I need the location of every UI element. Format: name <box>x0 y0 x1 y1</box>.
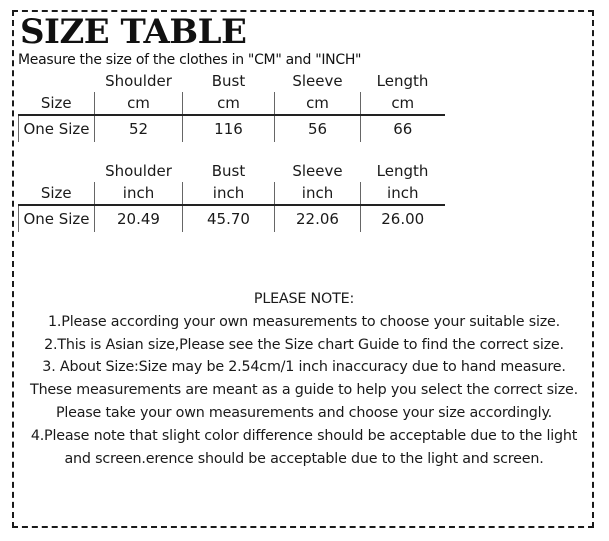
value-cell-size: One Size <box>19 115 95 142</box>
value-cell-shoulder: 20.49 <box>95 205 183 232</box>
page-title: SIZE TABLE <box>20 12 247 52</box>
unit-cell-length: cm <box>361 92 445 115</box>
measure-subtitle: Measure the size of the clothes in "CM" and "INCH" <box>18 52 362 68</box>
header-cell-bust: Bust <box>211 72 246 90</box>
please-note-section <box>14 288 594 470</box>
table-row <box>19 205 445 232</box>
value-cell-bust: 45.70 <box>183 205 275 232</box>
note-line: 2.This is Asian size,Please see the Size chart Guide to find the correct size. <box>44 336 564 353</box>
value-cell-bust: 116 <box>183 115 275 142</box>
header-cell-sleeve: Sleeve <box>292 72 343 90</box>
size-table-inch <box>18 160 445 232</box>
unit-cell-shoulder: inch <box>95 182 183 205</box>
value-cell-size: One Size <box>19 205 95 232</box>
header-cell-shoulder: Shoulder <box>105 72 172 90</box>
value-cell-sleeve: 56 <box>275 115 361 142</box>
note-line: 3. About Size:Size may be 2.54cm/1 inch inaccuracy due to hand measure. <box>42 359 566 376</box>
header-cell-shoulder: Shoulder <box>105 162 172 180</box>
header-row <box>19 70 445 92</box>
unit-cell-sleeve: inch <box>275 182 361 205</box>
value-cell-length: 26.00 <box>361 205 445 232</box>
unit-cell-size: Size <box>19 182 95 205</box>
unit-cell-bust: cm <box>183 92 275 115</box>
note-line: 1.Please according your own measurements to choose your suitable size. <box>48 313 560 330</box>
unit-cell-shoulder: cm <box>95 92 183 115</box>
value-cell-length: 66 <box>361 115 445 142</box>
note-line: 4.Please note that slight color difference should be acceptable due to the light <box>30 427 578 444</box>
header-cell-sleeve: Sleeve <box>292 162 343 180</box>
notes-heading: PLEASE NOTE: <box>253 291 355 307</box>
unit-cell-bust: inch <box>183 182 275 205</box>
header-cell-size <box>19 160 95 182</box>
header-cell-length: Length <box>376 162 429 180</box>
header-row <box>19 160 445 182</box>
header-cell-length: Length <box>376 72 429 90</box>
size-table-cm <box>18 70 445 142</box>
note-line: These measurements are meant as a guide to help you select the correct size. <box>30 382 578 399</box>
note-line: Please take your own measurements and choose your size accordingly. <box>55 404 553 421</box>
note-line: and screen.erence should be acceptable due to the light and screen. <box>64 450 544 467</box>
unit-cell-size: Size <box>19 92 95 115</box>
value-cell-sleeve: 22.06 <box>275 205 361 232</box>
unit-row <box>19 182 445 205</box>
unit-cell-length: inch <box>361 182 445 205</box>
header-cell-size <box>19 70 95 92</box>
unit-cell-sleeve: cm <box>275 92 361 115</box>
unit-row <box>19 92 445 115</box>
value-cell-shoulder: 52 <box>95 115 183 142</box>
table-row <box>19 115 445 142</box>
header-cell-bust: Bust <box>211 162 246 180</box>
